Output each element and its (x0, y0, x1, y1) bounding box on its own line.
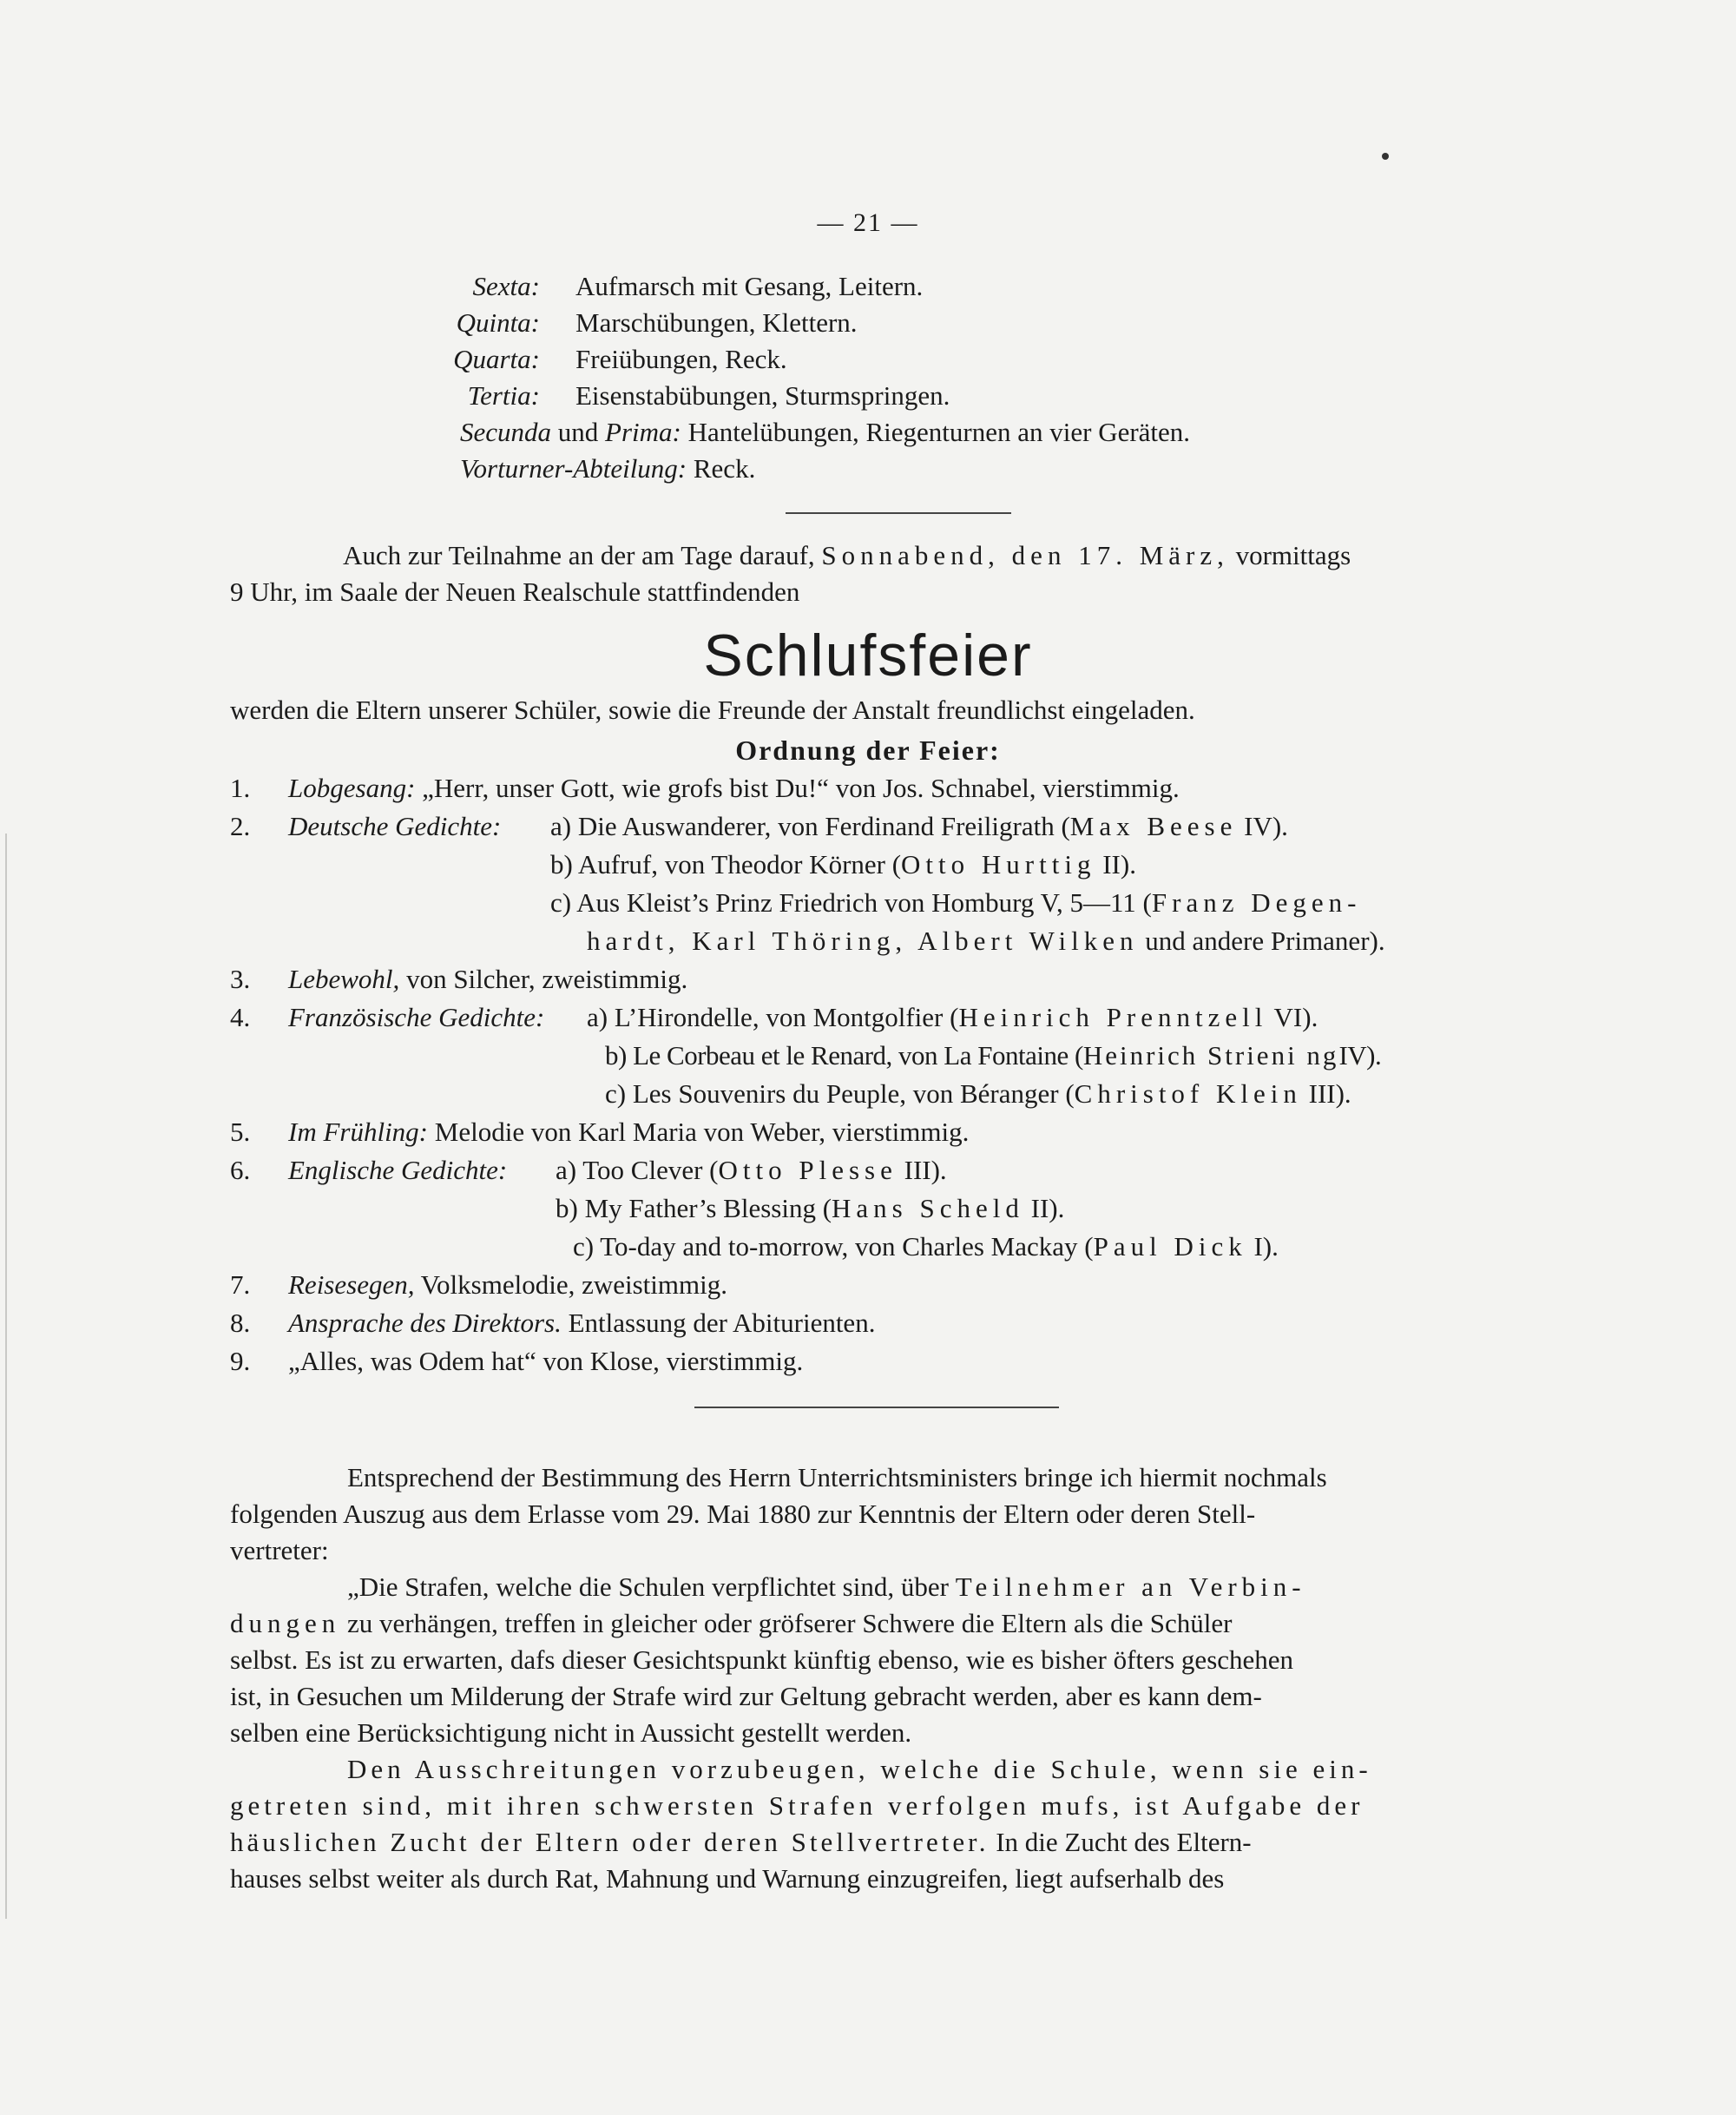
schedule-label-sexta: Sexta: (472, 271, 540, 301)
program-2c-line1 (550, 886, 1361, 920)
schedule-text-sexta: Aufmarsch mit Gesang, Leitern. (575, 271, 924, 301)
decree-p1-line2: folgenden Auszug aus dem Erlasse vom 29. Mai 1880 zur Kenntnis der Eltern oder deren Stell- (230, 1499, 1256, 1529)
program-2c-name: Franz Degen- (1151, 887, 1362, 918)
program-num-4: 4. (230, 1002, 251, 1032)
program-title-6: Englische Gedichte: (288, 1155, 508, 1185)
program-num-9: 9. (230, 1346, 251, 1376)
schedule-secunda-prima (460, 415, 1190, 450)
program-4b (605, 1038, 1381, 1073)
decree-quote-line5: selben eine Berücksichtigung nicht in Aussicht gestellt werden. (230, 1717, 912, 1748)
program-4c (605, 1077, 1351, 1111)
decree-quote-line4: ist, in Gesuchen um Milderung der Strafe wird zur Geltung gebracht werden, aber es kann dem- (230, 1681, 1262, 1711)
program-title-1: Lobgesang: (288, 773, 416, 803)
program-text-8: Entlassung der Abiturienten. (561, 1308, 876, 1338)
decree-p3-line3a: häuslichen Zucht der Eltern oder deren Stellvertreter. (230, 1827, 990, 1857)
decree-p3-line1: Den Ausschreitungen vorzubeugen, welche die Schule, wenn sie ein- (347, 1754, 1372, 1784)
program-4c-name: Christof Klein (1074, 1078, 1302, 1109)
program-6b-post: II). (1023, 1193, 1065, 1223)
invite-line-2: 9 Uhr, im Saale der Neuen Realschule stattfindenden (230, 577, 800, 607)
vorturner-text: Reck. (693, 453, 756, 484)
program-4a-name: Heinrich Prenntzell (958, 1002, 1268, 1032)
program-item-7 (288, 1268, 727, 1302)
invite-line-1 (343, 538, 1351, 573)
program-2b-post: II). (1095, 849, 1136, 880)
secunda-text: Hantelübungen, Riegenturnen an vier Geräten. (687, 417, 1191, 447)
decree-quote-line2b: zu verhängen, treffen in gleicher oder gröfserer Schwere die Eltern als die Schüler (340, 1608, 1233, 1638)
program-title-8: Ansprache des Direktors. (288, 1308, 562, 1338)
program-title-3: Lebewohl, (288, 964, 400, 994)
program-6c-post: I). (1246, 1231, 1279, 1262)
program-6c-pre: c) To-day and to-morrow, von Charles Mackay ( (573, 1231, 1094, 1262)
program-6a-pre: a) Too Clever ( (556, 1155, 719, 1185)
program-text-3: von Silcher, zweistimmig. (399, 964, 688, 994)
decree-quote-line2a: dungen (230, 1608, 341, 1638)
program-6c (573, 1229, 1279, 1264)
program-6a (556, 1153, 947, 1188)
decree-p3-line2: getreten sind, mit ihren schwersten Strafen verfolgen mufs, ist Aufgabe der (230, 1790, 1364, 1821)
decree-p3-line3b: In die Zucht des Eltern- (989, 1827, 1252, 1857)
program-num-5: 5. (230, 1117, 251, 1147)
program-num-3: 3. (230, 964, 251, 994)
schedule-text-tertia: Eisenstabübungen, Sturmspringen. (575, 380, 950, 411)
program-text-1: „Herr, unser Gott, wie grofs bist Du!“ von Jos. Schnabel, vierstimmig. (422, 773, 1180, 803)
program-num-6: 6. (230, 1155, 251, 1185)
decree-quote-line1 (347, 1570, 1306, 1604)
program-2c-names: hardt, Karl Thöring, Albert Wilken (587, 926, 1139, 956)
page-number: — 21 — (817, 208, 919, 237)
program-title-4: Französische Gedichte: (288, 1002, 545, 1032)
program-4a-post: VI). (1267, 1002, 1318, 1032)
divider-rule (786, 512, 1011, 514)
program-4c-post: III). (1301, 1078, 1351, 1109)
program-title-2: Deutsche Gedichte: (288, 811, 502, 841)
program-6a-name: Otto Plesse (718, 1155, 898, 1185)
decree-quote-line3: selbst. Es ist zu erwarten, dafs dieser Gesichtspunkt künftig ebenso, wie es bisher öfters geschehen (230, 1644, 1294, 1675)
program-6c-name: Paul Dick (1093, 1231, 1247, 1262)
program-2b-pre: b) Aufruf, von Theodor Körner ( (550, 849, 902, 880)
invite-line-3: werden die Eltern unserer Schüler, sowie die Freunde der Anstalt freundlichst eingeladen. (230, 695, 1195, 725)
program-4c-pre: c) Les Souvenirs du Peuple, von Béranger ( (605, 1078, 1075, 1109)
program-item-8 (288, 1306, 875, 1341)
program-item-5 (288, 1115, 969, 1150)
program-2a-pre: a) Die Auswanderer, von Ferdinand Freiligrath ( (550, 811, 1070, 841)
secunda-label: Secunda (460, 417, 552, 447)
decree-p1-line1: Entsprechend der Bestimmung des Herrn Unterrichtsministers bringe ich hiermit nochmals (347, 1462, 1327, 1492)
program-4a-pre: a) L’Hirondelle, von Montgolfier ( (587, 1002, 959, 1032)
invite-date: Sonnabend, den 17. März, (821, 540, 1229, 570)
program-2c-line2 (587, 924, 1385, 959)
decree-quote-line2 (230, 1606, 1232, 1641)
invite-line-1c: vormittags (1235, 540, 1351, 570)
schedule-text-quarta: Freiübungen, Reck. (575, 344, 787, 374)
schedule-vorturner (460, 451, 755, 486)
program-title-7: Reisesegen, (288, 1269, 415, 1300)
decree-p1-line3: vertreter: (230, 1535, 329, 1565)
schedule-label-quarta: Quarta: (453, 344, 540, 374)
program-2a-post: IV). (1237, 811, 1288, 841)
program-num-8: 8. (230, 1308, 251, 1338)
program-item-9: „Alles, was Odem hat“ von Klose, vierstimmig. (288, 1346, 804, 1376)
program-2b (550, 847, 1136, 882)
program-num-2: 2. (230, 811, 251, 841)
vorturner-label: Vorturner-Abteilung: (460, 453, 687, 484)
schedule-text-quinta: Marschübungen, Klettern. (575, 307, 858, 338)
program-2b-name: Otto Hurttig (901, 849, 1096, 880)
program-6b-name: Hans Scheld (832, 1193, 1024, 1223)
event-title: Schlufsfeier (703, 623, 1033, 689)
schedule-label-tertia: Tertia: (467, 380, 540, 411)
program-num-1: 1. (230, 773, 251, 803)
program-item-3 (288, 962, 687, 997)
page-edge-shadow (5, 833, 7, 1919)
secunda-und: und (557, 417, 599, 447)
decree-p3-line3 (230, 1825, 1252, 1860)
decree-quote-line1a: „Die Strafen, welche die Schulen verpflichtet sind, über (347, 1571, 949, 1602)
program-6b (556, 1191, 1064, 1226)
program-title-5: Im Frühling: (288, 1117, 429, 1147)
program-2a (550, 809, 1288, 844)
decree-quote-line1b: Teilnehmer an Verbin- (955, 1571, 1306, 1602)
schedule-label-quinta: Quinta: (456, 307, 540, 338)
divider-rule-2 (694, 1407, 1059, 1408)
prima-label: Prima: (605, 417, 681, 447)
program-4b-post: IV). (1338, 1040, 1382, 1071)
program-text-7: Volksmelodie, zweistimmig. (414, 1269, 727, 1300)
program-2c-post: und andere Primaner). (1138, 926, 1385, 956)
program-2a-name: Max Beese (1069, 811, 1238, 841)
decree-p3-line4: hauses selbst weiter als durch Rat, Mahnung und Warnung einzugreifen, liegt aufserhalb des (230, 1863, 1225, 1894)
program-text-5: Melodie von Karl Maria von Weber, vierstimmig. (428, 1117, 970, 1147)
program-4a (587, 1000, 1318, 1035)
invite-line-1a: Auch zur Teilnahme an der am Tage darauf, (343, 540, 815, 570)
program-4b-name: Heinrich Strieni ng (1082, 1040, 1339, 1071)
program-6b-pre: b) My Father’s Blessing ( (556, 1193, 832, 1223)
speck-mark (1382, 153, 1389, 160)
program-6a-post: III). (897, 1155, 947, 1185)
program-num-7: 7. (230, 1269, 251, 1300)
program-2c-pre: c) Aus Kleist’s Prinz Friedrich von Homburg V, 5—11 ( (550, 887, 1152, 918)
program-heading: Ordnung der Feier: (735, 735, 1001, 766)
program-4b-pre: b) Le Corbeau et le Renard, von La Fontaine ( (605, 1040, 1083, 1071)
program-item-1 (288, 771, 1180, 806)
